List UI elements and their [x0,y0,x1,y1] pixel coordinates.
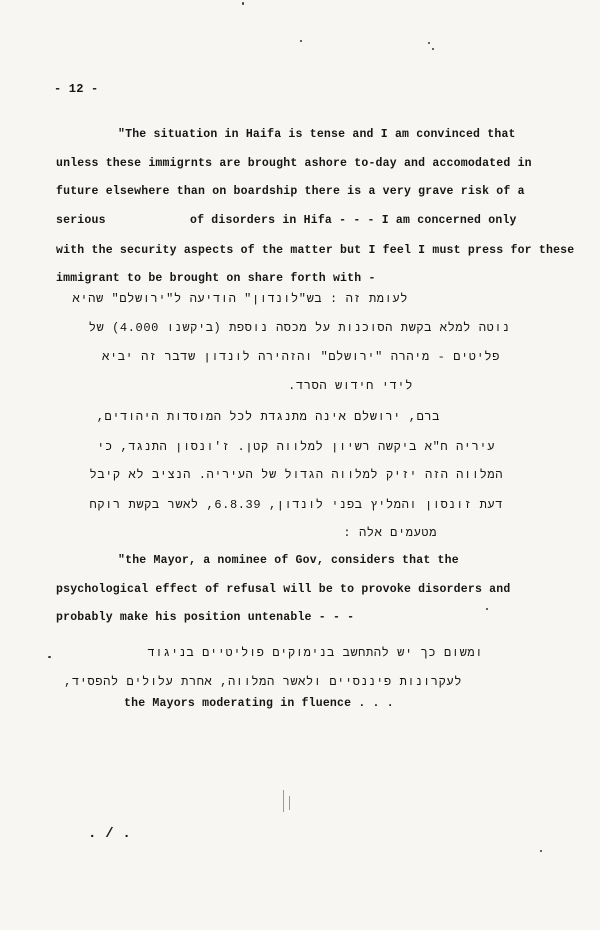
scan-speck [428,42,430,44]
hebrew-line-6: עיריה ח"א ביקשה רשיון למלווה קטן. ז'ונסון התנגד, כי [97,440,495,454]
hebrew-line-11: לעקרונות פיננסיים ולאשר המלווה, אחרת עלולים להפסיד, [64,675,462,689]
scan-speck [432,48,434,50]
hebrew-line-3: פליטים - מיהרה "ירושלם" והזהירה לונדון שדבר זה יביא [102,350,500,364]
english-line-5: with the security aspects of the matter but I feel I must press for these [56,244,575,257]
hebrew-line-2: נוטה למלא בקשת הסוכנות על מכסה נוספת (ביקשנו 4.000) של [88,321,510,335]
scan-mark [289,796,290,810]
english-line-6: immigrant to be brought on share forth with - [56,272,376,285]
english-line-1: "The situation in Haifa is tense and I am convinced that [118,128,516,141]
scan-speck [300,40,302,42]
english-line-7: "the Mayor, a nominee of Gov, considers that the [118,554,459,567]
hebrew-line-10: ומשום כך יש להתחשב בנימוקים פוליטיים בניגוד [147,646,483,660]
english-line-9: probably make his position untenable - - - [56,611,355,624]
hebrew-line-8: דעת זונסון והמליץ בפני לונדון, 6.8.39, לאשר בקשת רוקח [89,498,503,512]
scan-speck [242,2,244,5]
english-line-2: unless these immigrnts are brought ashore to-day and accomodated in [56,157,532,170]
hebrew-line-7: המלווה הזה יזיק למלווה הגדול של העיריה. הנציב לא קיבל [89,468,503,482]
hebrew-line-4: לידי חידוש הסרד. [288,379,413,393]
english-line-4b: of disorders in Hifa - - - I am concerned only [190,214,517,227]
scan-speck [48,656,51,658]
english-line-10: the Mayors moderating in fluence . . . [124,697,394,710]
page-number: - 12 - [54,82,99,96]
hebrew-line-5: ברם, ירושלם אינה מתנגדת לכל המוסדות היהודים, [96,410,440,424]
hebrew-line-1: לעומת זה : בש"לונדון" הודיעה ל"ירושלם" שהיא [72,292,408,306]
english-line-4a: serious [56,214,106,227]
english-line-8: psychological effect of refusal will be to provoke disorders and [56,583,511,596]
end-mark: . / . [88,826,132,842]
scan-speck [486,608,488,610]
hebrew-line-9: מטעמים אלה : [343,526,437,540]
scan-speck [540,850,542,852]
scan-mark [283,790,284,812]
english-line-3: future elsewhere than on boardship there is a very grave risk of a [56,185,525,198]
